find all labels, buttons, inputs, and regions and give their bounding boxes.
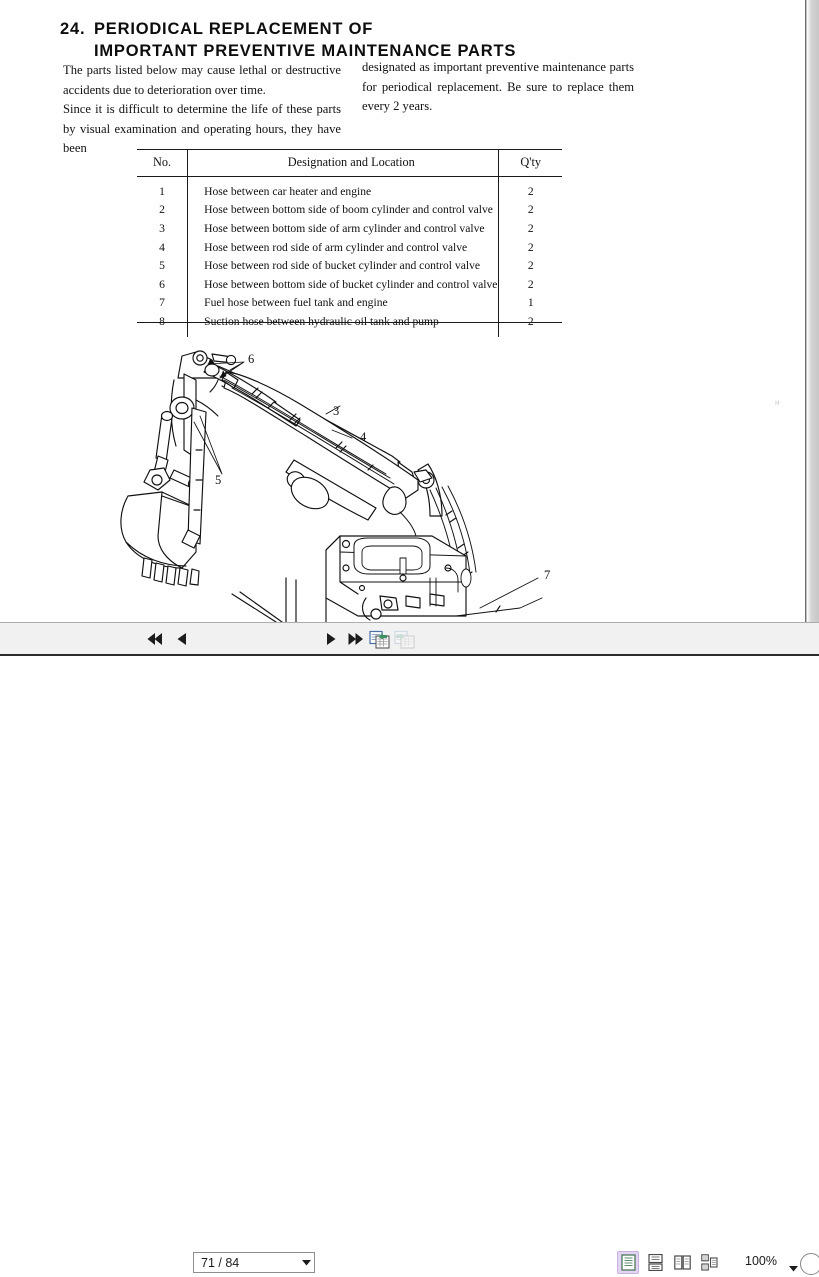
zoom-dropdown-toggle[interactable] <box>789 1259 798 1277</box>
cell-no: 2 <box>159 203 165 217</box>
zoom-level-label[interactable]: 100% <box>745 1254 777 1268</box>
last-page-button[interactable] <box>344 628 368 650</box>
cell-designation: Hose between bottom side of boom cylinder and control valve <box>188 201 499 220</box>
cell-qty: 2 <box>527 203 534 217</box>
first-page-button[interactable] <box>143 628 167 650</box>
intro-left-sentence-1: The parts listed below may cause lethal or destructive accidents due to deterioration over time. <box>63 63 341 97</box>
cell-no: 6 <box>159 277 165 291</box>
scan-artifact: ʜ <box>775 398 780 407</box>
chevron-down-icon <box>302 1260 311 1266</box>
section-number: 24. <box>60 20 86 38</box>
excavator-illustration <box>100 330 620 622</box>
excavator-line-drawing <box>100 330 620 622</box>
cell-designation: Hose between car heater and engine <box>188 177 499 201</box>
table-row <box>137 219 562 238</box>
document-page <box>0 0 790 622</box>
cell-designation: Suction hose between hydraulic oil tank and pump <box>188 312 499 337</box>
section-title-line-1: PERIODICAL REPLACEMENT OF <box>94 20 374 38</box>
chevron-down-icon <box>789 1266 798 1272</box>
view-mode-single-page[interactable] <box>617 1251 639 1274</box>
page-number-dropdown-toggle[interactable] <box>298 1260 314 1266</box>
table-row <box>137 294 562 313</box>
single-page-icon <box>621 1254 636 1271</box>
continuous-scroll-icon <box>648 1254 663 1271</box>
view-mode-two-page[interactable] <box>671 1251 693 1274</box>
cell-no: 8 <box>159 314 165 328</box>
callout-3: 3 <box>333 404 340 418</box>
cell-no: 1 <box>159 184 165 198</box>
cell-no: 5 <box>159 259 165 273</box>
two-page-icon <box>674 1254 691 1271</box>
cell-designation: Hose between bottom side of arm cylinder and control valve <box>188 219 499 238</box>
callout-7: 7 <box>544 568 551 582</box>
previous-view-button[interactable] <box>367 628 391 650</box>
table-row <box>137 201 562 220</box>
intro-right-sentence: designated as important preventive maintenance parts for periodical replacement. Be sure to replace them every 2 years. <box>362 60 634 113</box>
callout-4: 4 <box>360 430 367 444</box>
viewer-bottom-toolbar <box>0 622 819 1270</box>
chevron-left-icon <box>176 632 188 646</box>
column-header-qty: Q'ty <box>499 150 562 177</box>
zoom-out-button[interactable] <box>800 1253 819 1275</box>
next-view-button[interactable] <box>392 628 416 650</box>
column-header-designation: Designation and Location <box>188 150 499 177</box>
table-bottom-rule <box>137 322 562 323</box>
first-page-icon <box>146 632 164 646</box>
cell-qty: 1 <box>527 296 534 310</box>
page-title <box>60 18 620 62</box>
go-to-previous-view-icon <box>369 630 390 649</box>
column-header-no: No. <box>137 150 188 177</box>
intro-left-sentence-2: Since it is difficult to determine the life of these parts by visual examination and operating hours, they have been <box>63 102 341 155</box>
go-to-next-view-icon <box>394 630 415 649</box>
cell-qty: 2 <box>527 240 534 254</box>
cell-designation: Hose between bottom side of bucket cylinder and control valve <box>188 275 499 294</box>
vertical-scrollbar-track[interactable] <box>807 0 819 622</box>
cell-no: 4 <box>159 240 165 254</box>
page-number-field[interactable] <box>193 1252 315 1273</box>
page-display-mode-group <box>617 1250 720 1275</box>
cell-no: 3 <box>159 221 165 235</box>
last-page-icon <box>347 632 365 646</box>
view-mode-continuous-scroll[interactable] <box>644 1251 666 1274</box>
intro-paragraph-right <box>362 58 634 117</box>
next-page-button[interactable] <box>320 628 342 650</box>
cell-designation: Fuel hose between fuel tank and engine <box>188 294 499 313</box>
intro-paragraph-left <box>63 61 341 159</box>
table-row <box>137 177 562 201</box>
view-mode-book[interactable] <box>698 1251 720 1274</box>
section-title-line-2: IMPORTANT PREVENTIVE MAINTENANCE PARTS <box>94 42 517 60</box>
parts-table <box>137 149 562 337</box>
cell-qty: 2 <box>527 259 534 273</box>
callout-6: 6 <box>248 352 255 366</box>
book-view-icon <box>701 1254 718 1271</box>
cell-qty: 2 <box>527 277 534 291</box>
cell-designation: Hose between rod side of arm cylinder and control valve <box>188 238 499 257</box>
table-row <box>137 256 562 275</box>
callout-5: 5 <box>215 473 222 487</box>
cell-qty: 2 <box>527 221 534 235</box>
table-row <box>137 238 562 257</box>
table-row <box>137 275 562 294</box>
table-header-row <box>137 150 562 177</box>
chevron-right-icon <box>325 632 337 646</box>
previous-page-button[interactable] <box>171 628 193 650</box>
pdf-viewer-canvas[interactable] <box>0 0 819 622</box>
cell-designation: Hose between rod side of bucket cylinder and control valve <box>188 256 499 275</box>
cell-qty: 2 <box>527 314 534 328</box>
vertical-scrollbar[interactable] <box>805 0 819 622</box>
cell-qty: 2 <box>527 184 534 198</box>
page-number-value[interactable]: 71 / 84 <box>201 1255 240 1270</box>
cell-no: 7 <box>159 296 165 310</box>
